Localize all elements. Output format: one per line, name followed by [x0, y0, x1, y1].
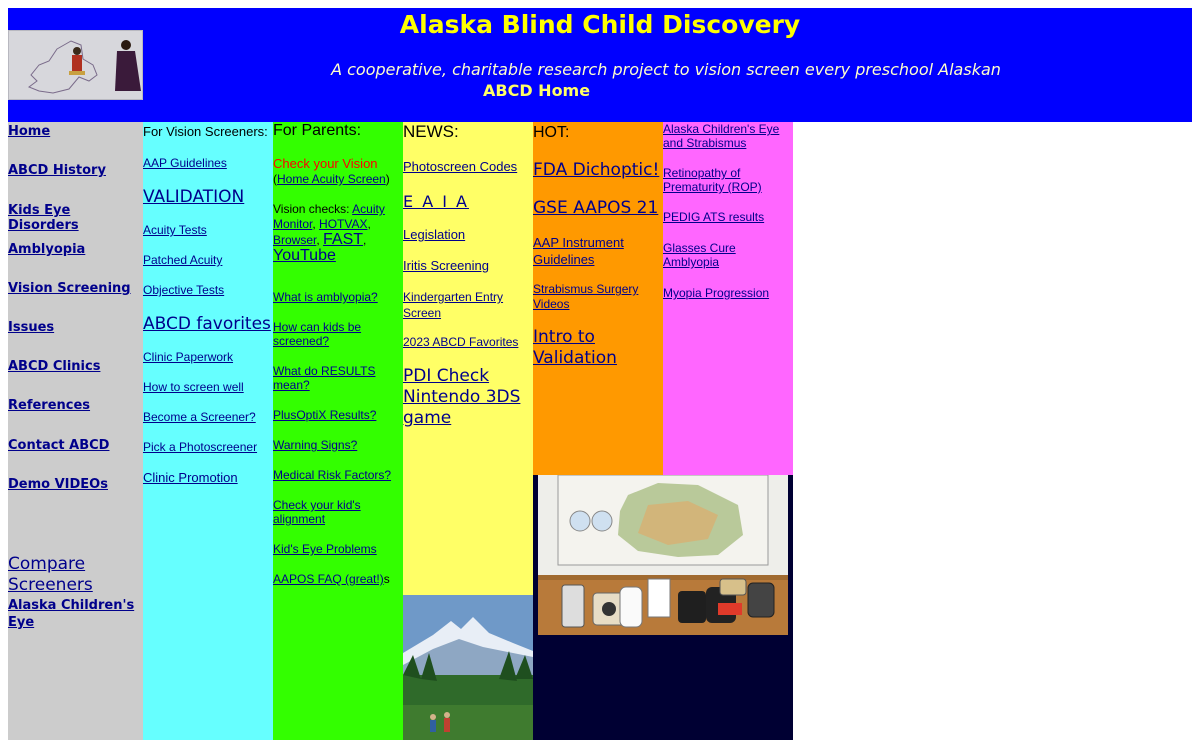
- screeners-heading: For Vision Screeners:: [143, 124, 268, 139]
- nav-home[interactable]: Home: [8, 124, 51, 139]
- link-acuity-tests[interactable]: Acuity Tests: [143, 223, 207, 237]
- mountain-painting: [403, 595, 533, 740]
- link-strabismus-surgery-videos[interactable]: Strabismus Surgery Videos: [533, 282, 639, 311]
- link-kids-eye-problems[interactable]: Kid's Eye Problems: [273, 542, 377, 556]
- parents-heading: For Parents:: [273, 122, 362, 139]
- link-acuity-monitor[interactable]: Acuity Monitor: [273, 202, 385, 231]
- topics-column: [663, 122, 793, 475]
- link-rop[interactable]: Retinopathy of Prematurity (ROP): [663, 166, 762, 194]
- photoscreener-instruments-photo: [538, 475, 788, 635]
- link-kindergarten-entry-screen[interactable]: Kindergarten Entry Screen: [403, 290, 504, 320]
- link-glasses-cure-amblyopia[interactable]: Glasses Cure Amblyopia: [663, 241, 736, 269]
- nav-vision-screening[interactable]: Vision Screening: [8, 281, 131, 296]
- link-youtube[interactable]: YouTube: [273, 247, 336, 264]
- nav-abcd-clinics[interactable]: ABCD Clinics: [8, 359, 101, 374]
- link-gse-aapos-21[interactable]: GSE AAPOS 21: [533, 198, 659, 218]
- parents-column: [273, 122, 403, 740]
- nav-column: [8, 122, 143, 740]
- vision-checks-label: Vision checks:: [273, 202, 350, 216]
- link-iritis-screening[interactable]: Iritis Screening: [403, 258, 489, 273]
- link-pick-a-photoscreener[interactable]: Pick a Photoscreener: [143, 440, 258, 454]
- link-2023-abcd-favorites[interactable]: 2023 ABCD Favorites: [403, 335, 519, 349]
- link-alaska-childrens-eye-strabismus[interactable]: Alaska Children's Eye and Strabismus: [663, 122, 780, 150]
- link-abcd-favorites[interactable]: ABCD favorites: [143, 314, 271, 334]
- site-subtitle: A cooperative, charitable research project to vision screen every preschool Alaskan: [331, 60, 1001, 79]
- hot-column: [533, 122, 663, 475]
- nav-abcd-history[interactable]: ABCD History: [8, 163, 106, 178]
- aapos-faq-line: [273, 572, 390, 586]
- nav-issues[interactable]: Issues: [8, 320, 55, 335]
- link-aap-instrument-guidelines[interactable]: AAP Instrument Guidelines: [533, 235, 624, 267]
- link-check-your-vision[interactable]: Check your Vision: [273, 156, 378, 171]
- link-photoscreen-codes[interactable]: Photoscreen Codes: [403, 159, 518, 174]
- nav-compare-screeners[interactable]: Compare Screeners: [8, 554, 93, 595]
- link-how-to-screen-well[interactable]: How to screen well: [143, 380, 244, 394]
- home-label: ABCD Home: [483, 81, 591, 100]
- site-header: [8, 8, 1192, 122]
- nav-demo-videos[interactable]: Demo VIDEOs: [8, 477, 108, 492]
- link-check-kids-alignment[interactable]: Check your kid's alignment: [273, 498, 361, 526]
- aapos-faq-suffix: s: [383, 572, 390, 586]
- link-fda-dichoptic[interactable]: FDA Dichoptic!: [533, 160, 660, 180]
- nav-contact-abcd[interactable]: Contact ABCD: [8, 438, 110, 453]
- home-acuity-line: (Home Acuity Screen): [273, 172, 390, 186]
- link-browser[interactable]: Browser: [273, 233, 317, 247]
- nav-references[interactable]: References: [8, 398, 91, 413]
- screeners-column: [143, 122, 273, 740]
- link-what-do-results-mean[interactable]: What do RESULTS mean?: [273, 364, 376, 392]
- link-pdi-check-nintendo[interactable]: PDI Check Nintendo 3DS game: [403, 366, 521, 428]
- link-hotvax[interactable]: HOTVAX: [319, 217, 368, 231]
- link-clinic-promotion[interactable]: Clinic Promotion: [143, 470, 238, 485]
- link-validation[interactable]: VALIDATION: [143, 187, 245, 207]
- link-myopia-progression[interactable]: Myopia Progression: [663, 286, 770, 300]
- link-plusoptix-results[interactable]: PlusOptiX Results?: [273, 408, 377, 422]
- news-heading: NEWS:: [403, 122, 459, 141]
- link-clinic-paperwork[interactable]: Clinic Paperwork: [143, 350, 234, 364]
- link-objective-tests[interactable]: Objective Tests: [143, 283, 225, 297]
- link-home-acuity-screen[interactable]: Home Acuity Screen: [277, 172, 386, 186]
- link-legislation[interactable]: Legislation: [403, 227, 466, 242]
- hot-heading: HOT:: [533, 124, 570, 141]
- news-column: [403, 122, 533, 595]
- link-eaia[interactable]: E A I A: [403, 192, 469, 211]
- nav-alaska-childrens-eye[interactable]: Alaska Children's Eye: [8, 598, 135, 630]
- link-warning-signs[interactable]: Warning Signs?: [273, 438, 358, 452]
- link-patched-acuity[interactable]: Patched Acuity: [143, 253, 223, 267]
- link-pedig-ats-results[interactable]: PEDIG ATS results: [663, 210, 765, 224]
- link-what-is-amblyopia[interactable]: What is amblyopia?: [273, 290, 378, 304]
- link-fast[interactable]: FAST: [323, 231, 364, 248]
- link-aapos-faq[interactable]: AAPOS FAQ (great!): [273, 572, 384, 586]
- site-title: Alaska Blind Child Discovery: [399, 10, 801, 39]
- nav-amblyopia[interactable]: Amblyopia: [8, 242, 86, 257]
- link-aap-guidelines[interactable]: AAP Guidelines: [143, 156, 227, 170]
- nav-kids-eye-disorders[interactable]: Kids Eye Disorders: [8, 203, 79, 233]
- link-how-can-kids-be-screened[interactable]: How can kids be screened?: [273, 320, 362, 348]
- vision-checks-block: Vision checks: Acuity Monitor, HOTVAX, Browser, FAST, YouTube: [273, 202, 385, 264]
- link-intro-to-validation[interactable]: Intro to Validation: [533, 327, 617, 368]
- link-become-a-screener[interactable]: Become a Screener?: [143, 410, 256, 424]
- link-medical-risk-factors[interactable]: Medical Risk Factors?: [273, 468, 392, 482]
